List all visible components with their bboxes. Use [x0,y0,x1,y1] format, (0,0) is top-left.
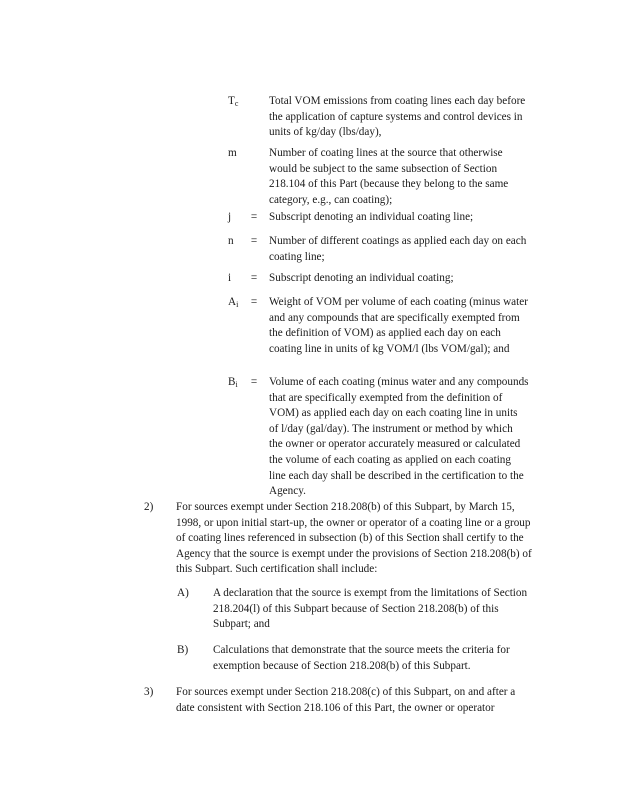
paragraph-text: For sources exempt under Section 218.208(b) of this Subpart, by March 15, 1998, or upon initial start-up, the owner or operator of a coating line or a group of coating lines referenced in subsection (b) of this Section shall certify to the Agency that the source is exempt under the provisions of Section 218.208(b) of this Subpart. Such certification shall include: [176,501,532,576]
definition-text: Weight of VOM per volume of each coating (minus water and any compounds that are specifically exempted from the definition of VOM) as applied each day on each coating line in units of kg VOM/l (lbs VOM/gal); and [269,296,528,355]
definition-text: Subscript denoting an individual coating line; [269,211,474,223]
paragraph-text: For sources exempt under Section 218.208(c) of this Subpart, on and after a date consistent with Section 218.106 of this Part, the owner or operator [176,686,516,714]
equals-sign: = [250,272,258,284]
definition-symbol: $T_c$ [228,95,239,108]
equals-sign: = [250,296,258,308]
definition-symbol: $B_i$ [228,376,238,389]
definition-symbol: m [228,147,237,159]
paragraph-number: 2) [144,501,154,513]
definition-text: Total VOM emissions from coating lines each day before the application of capture systems and control devices in units of kg/day (lbs/day), [269,95,526,139]
definition-symbol: j [228,211,232,223]
definition-text: Subscript denoting an individual coating; [269,272,454,284]
definition-symbol: $A_i$ [228,296,239,309]
definition-symbol: n [228,235,234,247]
subitem-label: B) [177,644,189,656]
subitem-text: Calculations that demonstrate that the source meets the criteria for exemption because of Section 218.208(b) of this Subpart. [213,644,510,672]
definition-text: Volume of each coating (minus water and any compounds that are specifically exempted from the definition of VOM) as applied each day on each coating line in units of l/day (gal/day). The instrument or method by which the owner or operator accurately measured or calculated the volume of each coating as applied on each coating line each day shall be described in the certification to the Agency. [269,376,529,498]
definition-text: Number of coating lines at the source that otherwise would be subject to the same subsection of Section 218.104 of this Part (because they belong to the same category, e.g., can coating); [269,147,509,206]
equals-sign: = [250,376,258,388]
subitem-text: A declaration that the source is exempt from the limitations of Section 218.204(l) of this Subpart because of Section 218.208(b) of this Subpart; and [213,587,528,631]
equals-sign: = [250,211,258,223]
equals-sign: = [250,235,258,247]
definition-symbol: i [228,272,232,284]
paragraph-number: 3) [144,686,154,698]
subitem-label: A) [177,587,189,599]
definition-text: Number of different coatings as applied each day on each coating line; [269,235,527,263]
